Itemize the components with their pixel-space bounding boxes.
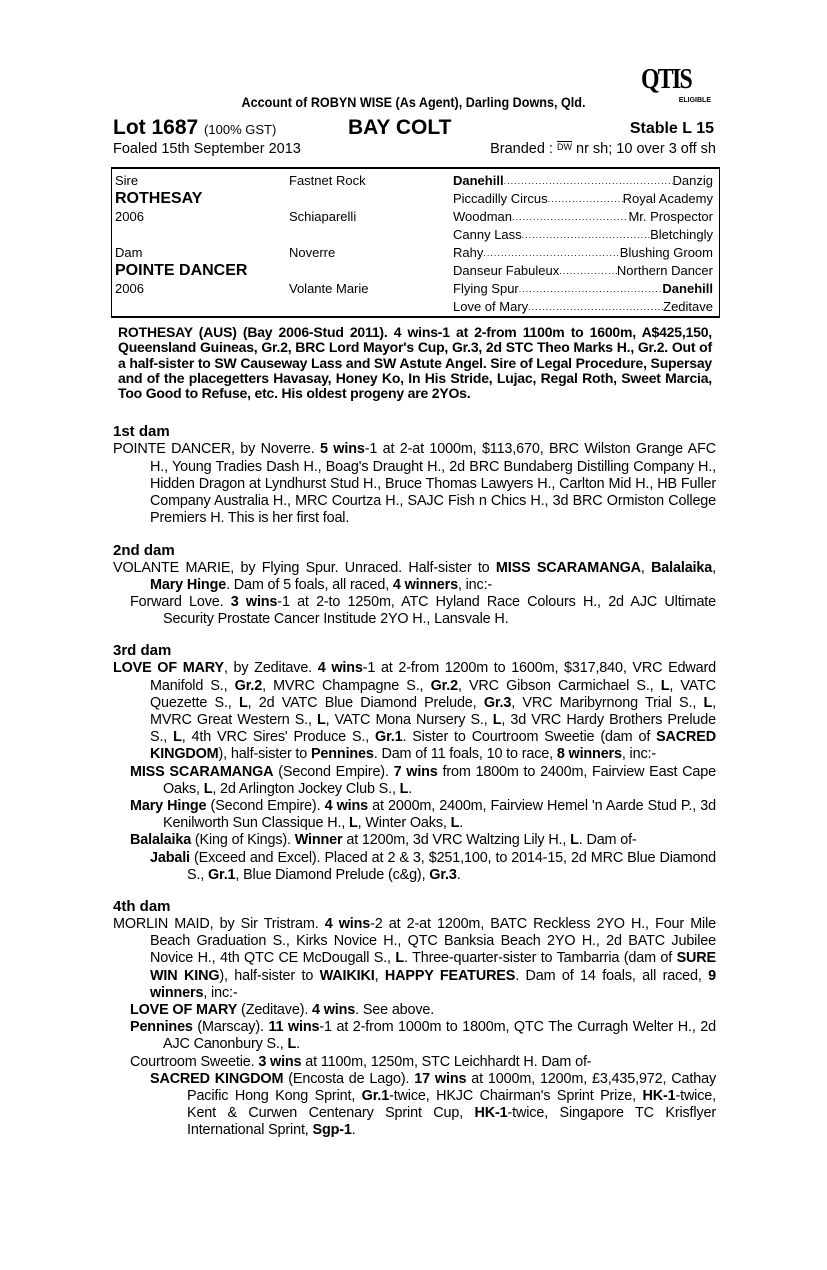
logo-subtext: ELIGIBLE xyxy=(678,97,711,104)
pedigree-leader-dots xyxy=(483,244,619,262)
gst-note: (100% GST) xyxy=(204,122,277,137)
foaled-date: Foaled 15th September 2013 xyxy=(113,141,301,157)
pedigree-row xyxy=(112,208,719,226)
section-heading: 2nd dam xyxy=(113,541,175,559)
highlight-text: Sgp-1 xyxy=(312,1122,352,1139)
entry-text: , 3d VRC Hardy Brothers Prelude S., xyxy=(150,711,716,746)
highlight-text: Jabali xyxy=(150,849,190,866)
entry-text: , 2d VATC Blue Diamond Prelude, xyxy=(247,694,484,711)
highlight-text: HK-1 xyxy=(642,1087,676,1104)
entry-text: -twice, HKJC Chairman's Sprint Prize, xyxy=(389,1087,643,1104)
entry-text: . Sister to Courtroom Sweetie (dam of xyxy=(402,729,657,746)
highlight-text: Pennines xyxy=(130,1019,193,1036)
highlight-text: 4 wins xyxy=(312,1001,356,1018)
pedigree-col1: 2006 xyxy=(115,281,144,296)
highlight-text: Winner xyxy=(294,832,343,849)
pedigree-grandsire: Rahy xyxy=(453,245,484,260)
pedigree-col3 xyxy=(453,172,713,190)
pedigree-row xyxy=(112,280,719,298)
entry-text: , by Zeditave. xyxy=(223,660,318,677)
highlight-text: 4 wins xyxy=(324,915,371,932)
entry-text: . xyxy=(296,1036,300,1053)
highlight-text: L xyxy=(703,694,713,711)
family-entry xyxy=(113,764,716,798)
entry-text: at 1000m, 1200m, £3,435,972, Cathay Pacific Hong Kong Sprint, xyxy=(187,1070,716,1104)
highlight-text: L xyxy=(287,1036,297,1053)
entry-text: , 2d Arlington Jockey Club S., xyxy=(212,780,400,797)
highlight-text: 17 wins xyxy=(414,1070,467,1087)
pedigree-grandsire: Flying Spur xyxy=(453,281,519,296)
pedigree-col2: Volante Marie xyxy=(289,281,369,296)
entry-text: -twice, Singapore TC Krisflyer International Sprint, xyxy=(187,1105,716,1139)
pedigree-greatgrandsire: Mr. Prospector xyxy=(628,209,713,224)
entry-text: , VATC Quezette S., xyxy=(150,677,716,711)
branding xyxy=(490,141,716,157)
entry-text: (Encosta de Lago). xyxy=(283,1070,415,1087)
highlight-text: Gr.2 xyxy=(234,677,263,694)
highlight-text: SACRED KINGDOM xyxy=(150,729,716,763)
highlight-text: 9 winners xyxy=(150,967,716,1001)
dam-section xyxy=(113,542,716,629)
branded-details: nr sh; 10 over 3 off sh xyxy=(571,141,716,157)
pedigree-leader-dots xyxy=(548,190,623,208)
pedigree-row xyxy=(112,172,719,190)
entry-text: , xyxy=(640,559,652,576)
entry-text: (Exceed and Excel). Placed at 2 & 3, $251,100, to 2014-15, 2d MRC Blue Diamond S., xyxy=(187,849,716,883)
catalogue-body xyxy=(113,325,716,1154)
highlight-text: LOVE OF MARY xyxy=(113,660,224,677)
highlight-text: Gr.2 xyxy=(430,677,458,694)
entry-text: (Second Empire). xyxy=(273,763,394,780)
highlight-text: L xyxy=(173,729,182,746)
entry-text: at 1100m, 1250m, STC Leichhardt H. Dam of- xyxy=(301,1053,592,1070)
highlight-text: 11 wins xyxy=(268,1019,320,1036)
entry-text: , VRC Maribyrnong Trial S., xyxy=(511,694,704,711)
entry-text: Forward Love. xyxy=(130,593,231,610)
highlight-text: Balalaika xyxy=(130,832,192,849)
logo-text: QTIS xyxy=(641,64,692,95)
highlight-text: L xyxy=(349,815,358,832)
highlight-text: Pennines xyxy=(310,746,374,763)
highlight-text: 7 wins xyxy=(393,763,438,780)
pedigree-grandsire: Woodman xyxy=(453,209,513,224)
pedigree-greatgrandsire: Blushing Groom xyxy=(619,245,713,260)
section-heading: 4th dam xyxy=(113,897,171,915)
highlight-text: HK-1 xyxy=(474,1105,508,1122)
entry-text: ), half-sister to xyxy=(219,967,320,984)
pedigree-col3 xyxy=(453,298,713,316)
dam-section xyxy=(113,898,716,1140)
pedigree-leader-dots xyxy=(522,226,650,244)
highlight-text: Gr.3 xyxy=(429,866,457,883)
pedigree-greatgrandsire: Danehill xyxy=(662,281,713,296)
entry-text: . See above. xyxy=(355,1001,435,1018)
family-entry xyxy=(113,798,716,832)
entry-text: -1 at 2-to 1250m, ATC Hyland Race Colours H., 2d AJC Ultimate Security Prostate Cancer Institude 2YO H., Lansvale H. xyxy=(163,593,716,628)
entry-text: , MVRC Champagne S., xyxy=(262,677,431,694)
entry-text: at 1200m, 3d VRC Waltzing Lily H., xyxy=(342,832,571,849)
pedigree-row xyxy=(112,226,719,244)
pedigree-col2: Fastnet Rock xyxy=(289,173,366,188)
entry-text: POINTE DANCER, by Noverre. xyxy=(113,441,321,458)
section-heading: 3rd dam xyxy=(113,642,172,660)
entry-text: . xyxy=(459,815,464,832)
entry-text: -1 at 2-from 1200m to 1600m, $317,840, VRC Edward Manifold S., xyxy=(150,660,716,694)
dam-section xyxy=(113,642,716,884)
lot-label: Lot 1687 xyxy=(113,116,199,139)
pedigree-greatgrandsire: Royal Academy xyxy=(622,191,713,206)
pedigree-col1: POINTE DANCER xyxy=(115,262,248,279)
highlight-text: WAIKIKI xyxy=(319,967,375,984)
entry-text: MORLIN MAID, by Sir Tristram. xyxy=(113,915,325,932)
family-entry xyxy=(113,1054,716,1071)
entry-text: . Dam of 14 foals, all raced, xyxy=(515,967,709,984)
highlight-text: Gr.1 xyxy=(208,866,236,883)
entry-text: , Blue Diamond Prelude (c&g), xyxy=(235,866,430,883)
pedigree-col1: Dam xyxy=(115,245,143,260)
pedigree-grandsire: Danehill xyxy=(453,173,504,188)
highlight-text: 4 winners xyxy=(392,576,458,593)
highlight-text: L xyxy=(203,780,213,797)
section-heading: 1st dam xyxy=(113,423,170,441)
pedigree-leader-dots xyxy=(512,208,628,226)
entry-text: . xyxy=(456,866,461,883)
family-entry xyxy=(113,1002,716,1019)
highlight-text: L xyxy=(450,815,460,832)
pedigree-grandsire: Love of Mary xyxy=(453,299,529,314)
highlight-text: L xyxy=(570,832,579,849)
family-entry xyxy=(113,832,716,849)
entry-text: Courtroom Sweetie. xyxy=(130,1053,259,1070)
entry-text: -twice, Kent & Curwen Centenary Sprint Cup, xyxy=(187,1087,716,1122)
highlight-text: 3 wins xyxy=(258,1053,302,1070)
highlight-text: 4 wins xyxy=(324,797,368,814)
entry-text: at 2000m, 2400m, Fairview Hemel 'n Aarde Stud P., 3d Kenilworth Sun Classique H., xyxy=(163,797,716,832)
entry-text: , 4th VRC Sires' Produce S., xyxy=(181,729,376,746)
highlight-text: Gr.1 xyxy=(361,1087,390,1104)
pedigree-greatgrandsire: Zeditave xyxy=(663,299,713,314)
highlight-text: L xyxy=(317,711,326,728)
highlight-text: L xyxy=(492,711,502,728)
entry-text: -1 at 2-at 1000m, $113,670, BRC Wilston Grange AFC H., Young Tradies Dash H., Boag's Draught H., 2d BRC Bundaberg Distilling Company H., Hidden Dragon at Lyndhurst Stud H., Bruce Thomas Lawyers H., Carlton Mid H., HB Fuller Company Australia H., MRC Courtza H., SAJC Fish n Chics H., 3d BRC Ormiston College Premiers H. This is her first foal. xyxy=(150,441,716,527)
entry-text: (Second Empire). xyxy=(206,797,325,814)
sire-summary: ROTHESAY (AUS) (Bay 2006-Stud 2011). 4 wins-1 at 2-from 1100m to 1600m, A$425,150, Queensland Guineas, Gr.2, BRC Lord Mayor's Cup, Gr.3, 2d STC Theo Marks H., Gr.2. Out of a half-sister to SW Causeway Lass and SW Astute Angel. Sire of Legal Procedure, Supersay and of the placegetters Havasay, Honey Ko, In His Stride, Lujac, Regal Roth, Sweet Marcia, Too Good to Refuse, etc. His oldest progeny are 2YOs. xyxy=(118,324,712,402)
dam-section xyxy=(113,423,716,527)
highlight-text: Mary Hinge xyxy=(150,576,227,593)
entry-text: , VRC Gibson Carmichael S., xyxy=(457,677,661,694)
pedigree-table xyxy=(111,167,720,318)
brand-mark: DW xyxy=(556,142,572,152)
entry-text: , MVRC Great Western S., xyxy=(150,694,716,728)
lot-line xyxy=(113,116,716,140)
highlight-text: HAPPY FEATURES xyxy=(384,967,516,984)
entry-text: . xyxy=(351,1122,356,1139)
pedigree-col1: 2006 xyxy=(115,209,144,224)
pedigree-col1: ROTHESAY xyxy=(115,190,203,207)
highlight-text: MISS SCARAMANGA xyxy=(495,559,641,576)
highlight-text: SACRED KINGDOM xyxy=(150,1070,284,1087)
entry-text: -1 at 2-from 1000m to 1800m, QTC The Curragh Welter H., 2d AJC Canonbury S., xyxy=(163,1019,716,1053)
highlight-text: 3 wins xyxy=(230,593,278,610)
vendor-account: Account of ROBYN WISE (As Agent), Darling Downs, Qld. xyxy=(241,94,586,110)
highlight-text: MISS SCARAMANGA xyxy=(130,763,274,780)
entry-text: . Dam of- xyxy=(578,832,637,849)
pedigree-leader-dots xyxy=(559,262,617,280)
branded-label: Branded : xyxy=(490,141,557,157)
highlight-text: LOVE OF MARY xyxy=(130,1001,238,1018)
highlight-text: Gr.1 xyxy=(375,729,403,746)
pedigree-col3 xyxy=(453,208,713,226)
entry-text: . Three-quarter-sister to Tambarria (dam of xyxy=(404,950,677,967)
pedigree-grandsire: Danseur Fabuleux xyxy=(453,263,560,278)
pedigree-col1: Sire xyxy=(115,173,139,188)
family-entry xyxy=(113,1019,716,1053)
entry-text: . Dam of 11 foals, 10 to race, xyxy=(373,746,557,763)
pedigree-greatgrandsire: Bletchingly xyxy=(650,227,713,242)
pedigree-col3 xyxy=(453,226,713,244)
entry-text: ), half-sister to xyxy=(218,746,311,763)
entry-text: , xyxy=(374,967,385,984)
entry-text: , inc:- xyxy=(457,576,493,593)
pedigree-col2: Noverre xyxy=(289,245,336,260)
pedigree-row xyxy=(112,190,719,208)
pedigree-grandsire: Piccadilly Circus xyxy=(453,191,548,206)
entry-text: from 1800m to 2400m, Fairview East Cape Oaks, xyxy=(163,763,716,797)
family-entry xyxy=(113,850,716,884)
family-entry xyxy=(113,594,716,628)
female-family xyxy=(113,423,716,1139)
pedigree-col2: Schiaparelli xyxy=(289,209,357,224)
entry-text: VOLANTE MARIE, by Flying Spur. Unraced. Half-sister to xyxy=(113,559,496,576)
highlight-text: L xyxy=(395,950,404,967)
family-entry xyxy=(113,660,716,763)
pedigree-col3 xyxy=(453,280,713,298)
pedigree-grandsire: Canny Lass xyxy=(453,227,522,242)
highlight-text: 4 wins xyxy=(317,660,363,677)
highlight-text: L xyxy=(399,780,409,797)
pedigree-col3 xyxy=(453,244,713,262)
family-entry xyxy=(113,560,716,594)
pedigree-greatgrandsire: Northern Dancer xyxy=(616,263,713,278)
entry-text: (King of Kings). xyxy=(191,832,295,849)
pedigree-leader-dots xyxy=(519,280,663,298)
entry-text: , inc:- xyxy=(203,984,238,1001)
horse-description: BAY COLT xyxy=(348,116,452,139)
highlight-text: L xyxy=(238,694,248,711)
entry-text: , inc:- xyxy=(621,746,656,763)
highlight-text: 8 winners xyxy=(556,746,622,763)
pedigree-row xyxy=(112,262,719,280)
highlight-text: Gr.3 xyxy=(483,694,512,711)
entry-text: , VATC Mona Nursery S., xyxy=(325,711,493,728)
family-entry xyxy=(113,916,716,1002)
entry-text: (Zeditave). xyxy=(237,1001,313,1018)
pedigree-leader-dots xyxy=(528,298,663,316)
highlight-text: 5 wins xyxy=(320,441,365,458)
pedigree-leader-dots xyxy=(504,172,673,190)
family-entry xyxy=(113,1071,716,1140)
entry-text: , Winter Oaks, xyxy=(357,815,451,832)
highlight-text: Mary Hinge xyxy=(130,797,207,814)
family-entry xyxy=(113,441,716,527)
entry-text: . xyxy=(408,780,413,797)
lot-number xyxy=(113,116,276,140)
entry-text: , xyxy=(712,559,716,576)
pedigree-row xyxy=(112,244,719,262)
entry-text: . Dam of 5 foals, all raced, xyxy=(226,576,393,593)
pedigree-col3 xyxy=(453,190,713,208)
highlight-text: SURE WIN KING xyxy=(150,950,716,984)
pedigree-row xyxy=(112,298,719,316)
highlight-text: Balalaika xyxy=(651,559,713,576)
highlight-text: L xyxy=(660,677,670,694)
pedigree-greatgrandsire: Danzig xyxy=(672,173,713,188)
stable-location: Stable L 15 xyxy=(629,120,714,137)
entry-text: -2 at 2-at 1200m, BATC Reckless 2YO H., Four Mile Beach Graduation S., Kirks Novice H., QTC Banksia Beach 2YO H., 2d BATC Jubilee Novice H., 4th QTC CE McDougall S., xyxy=(150,915,716,967)
entry-text: (Marscay). xyxy=(192,1019,269,1036)
pedigree-col3 xyxy=(453,262,713,280)
